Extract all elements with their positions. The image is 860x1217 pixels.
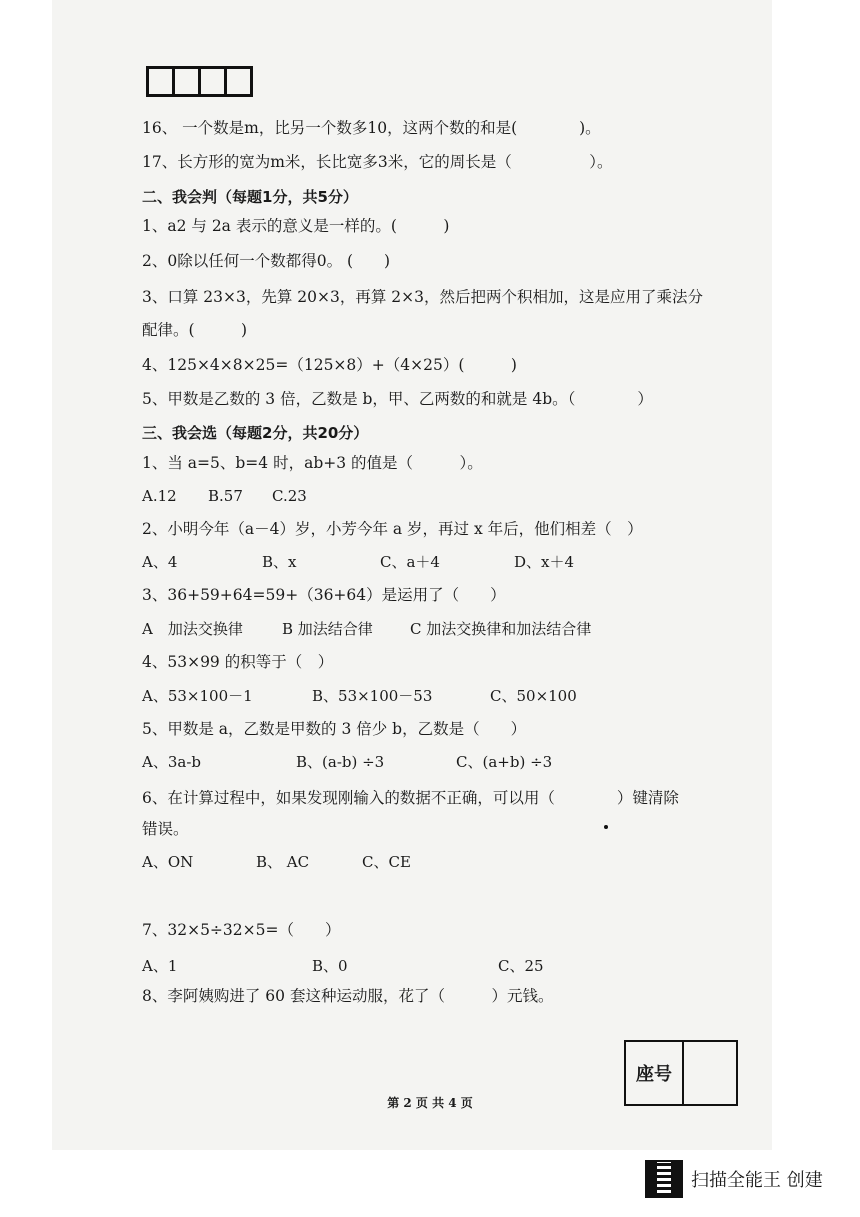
choice-4-option-b: B、53×100－53	[312, 687, 433, 705]
choice-6-line2: 错误。	[142, 820, 189, 838]
choice-2-option-d: D、x＋4	[514, 553, 575, 571]
choice-1: 1、当 a=5、b=4 时，ab+3 的值是（ ）。	[142, 454, 483, 472]
choice-7-option-b: B、0	[312, 957, 348, 975]
judge-3-line1: 3、口算 23×3，先算 20×3，再算 2×3，然后把两个积相加，这是应用了乘法分	[142, 288, 703, 306]
choice-3: 3、36+59+64=59+（36+64）是运用了（ ）	[142, 586, 506, 604]
choice-6-option-a: A、ON	[142, 853, 194, 871]
choice-4: 4、53×99 的积等于（ ）	[142, 653, 334, 671]
choice-6-option-b: B、 AC	[256, 853, 310, 871]
choice-1-option-a: A.12	[142, 487, 177, 505]
score-boxes	[146, 66, 253, 97]
choice-2-option-b: B、x	[262, 553, 297, 571]
qr-code-icon	[645, 1160, 683, 1198]
choice-6-option-c: C、CE	[362, 853, 411, 871]
choice-5-option-c: C、(a+b) ÷3	[456, 753, 553, 771]
question-16: 16、 一个数是m，比另一个数多10，这两个数的和是( )。	[142, 119, 601, 137]
score-box	[146, 66, 175, 97]
judge-4: 4、125×4×8×25=（125×8）+（4×25）( )	[142, 356, 517, 374]
choice-3-option-a: A 加法交换律	[142, 620, 243, 638]
score-box	[224, 66, 253, 97]
exam-paper	[52, 0, 772, 1150]
judge-3-line2: 配律。( )	[142, 321, 248, 339]
choice-3-option-c: C 加法交换律和加法结合律	[410, 620, 592, 638]
seat-number-label: 座号	[626, 1042, 684, 1104]
score-box	[172, 66, 201, 97]
choice-1-option-b: B.57	[208, 487, 243, 505]
judge-2: 2、0除以任何一个数都得0。 ( )	[142, 252, 391, 270]
choice-5: 5、甲数是 a，乙数是甲数的 3 倍少 b，乙数是（ ）	[142, 720, 527, 738]
choice-2-option-a: A、4	[142, 553, 178, 571]
choice-7: 7、32×5÷32×5=（ ）	[142, 921, 341, 939]
speck	[604, 825, 608, 829]
choice-6-line1: 6、在计算过程中，如果发现刚输入的数据不正确，可以用（ ）键清除	[142, 789, 679, 807]
choice-4-option-c: C、50×100	[490, 687, 577, 705]
section-judge-heading: 二、我会判（每题1分，共5分）	[142, 188, 358, 206]
choice-8: 8、李阿姨购进了 60 套这种运动服，花了（ ）元钱。	[142, 987, 554, 1005]
choice-5-option-a: A、3a-b	[142, 753, 201, 771]
choice-3-option-b: B 加法结合律	[282, 620, 373, 638]
judge-5: 5、甲数是乙数的 3 倍，乙数是 b，甲、乙两数的和就是 4b。（ ）	[142, 390, 653, 408]
scanner-watermark	[645, 1160, 823, 1198]
choice-7-option-a: A、1	[142, 957, 178, 975]
choice-7-option-c: C、25	[498, 957, 544, 975]
section-choose-heading: 三、我会选（每题2分，共20分）	[142, 424, 369, 442]
judge-1: 1、a2 与 2a 表示的意义是一样的。( )	[142, 217, 450, 235]
score-box	[198, 66, 227, 97]
question-17: 17、长方形的宽为m米，长比宽多3米，它的周长是（ ）。	[142, 153, 613, 171]
choice-4-option-a: A、53×100－1	[142, 687, 253, 705]
watermark-text: 扫描全能王 创建	[691, 1170, 823, 1191]
choice-2: 2、小明今年（a－4）岁，小芳今年 a 岁，再过 x 年后，他们相差（ ）	[142, 520, 643, 538]
choice-5-option-b: B、(a-b) ÷3	[296, 753, 385, 771]
choice-2-option-c: C、a＋4	[380, 553, 440, 571]
page-footer: 第 2 页 共 4 页	[387, 1096, 473, 1110]
choice-1-option-c: C.23	[272, 487, 307, 505]
